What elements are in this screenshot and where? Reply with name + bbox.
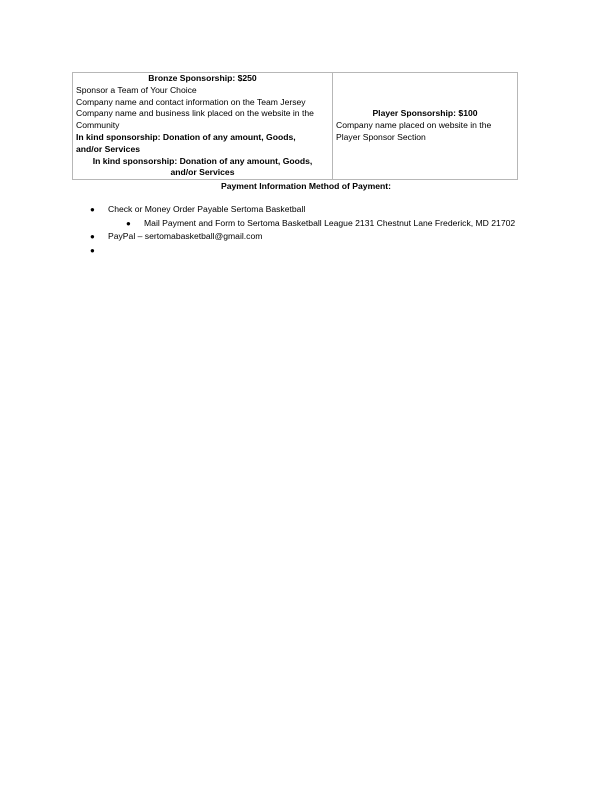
player-benefit-line: Company name placed on website in the [336,120,492,131]
payment-method-check: Check or Money Order Payable Sertoma Basketball [108,204,306,214]
in-kind-sponsorship-line: and/or Services [76,143,141,154]
payment-mail-instructions: Mail Payment and Form to Sertoma Basketball League 2131 Chestnut Lane Frederick, MD 21702 [144,217,516,228]
bronze-benefit-line: Company name and contact information on the Team Jersey [76,96,306,107]
bronze-benefit-line: Sponsor a Team of Your Choice [76,84,197,95]
payment-method-paypal: PayPal – sertomabasketball@gmail.com [108,231,263,241]
bullet-icon: ● [90,205,95,214]
table-row [73,73,518,180]
bronze-benefit-line: Company name and business link placed on the website in the [76,108,314,119]
sponsorship-table [72,72,518,180]
player-sponsorship-cell [333,73,518,180]
player-benefit-line: Player Sponsor Section [336,131,426,142]
bronze-sponsorship-title: Bronze Sponsorship: $250 [148,73,257,83]
payment-heading: Payment Information Method of Payment: [221,181,391,191]
bullet-icon: ● [126,218,131,228]
player-sponsorship-title: Player Sponsorship: $100 [372,108,478,119]
bronze-sponsorship-cell [73,73,333,180]
in-kind-sponsorship-centered-line: and/or Services [170,167,235,178]
bronze-benefit-line: Community [76,120,120,131]
list-item [0,204,612,218]
in-kind-sponsorship-centered-line: In kind sponsorship: Donation of any amount, Goods, [92,155,313,166]
list-item [0,218,612,232]
bullet-icon: ● [90,232,95,241]
list-item [0,245,612,259]
list-item [0,231,612,245]
in-kind-sponsorship-line: In kind sponsorship: Donation of any amount, Goods, [76,131,296,142]
payment-method-list [0,204,612,258]
bullet-icon: ● [90,245,95,255]
